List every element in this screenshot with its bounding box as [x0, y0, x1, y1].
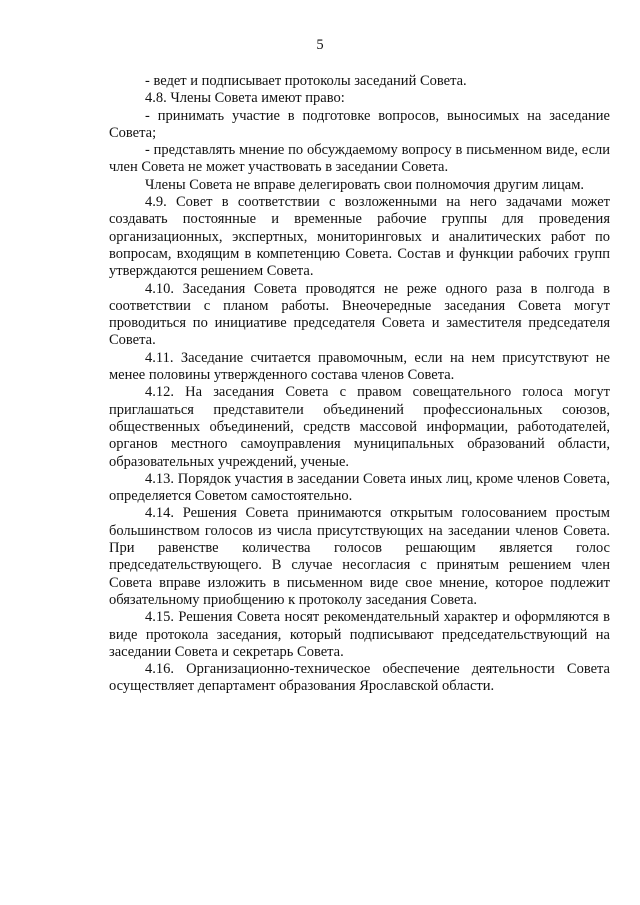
document-body	[109, 73, 610, 696]
paragraph-moderator-duty: - ведет и подписывает протоколы заседаний Совета.	[145, 73, 467, 89]
paragraph-4-11: 4.11. Заседание считается правомочным, если на нем присутствуют не менее половины утвержденного состава членов Совета.	[109, 349, 610, 384]
paragraph-4-16: 4.16. Организационно-техническое обеспечение деятельности Совета осуществляет департамент образования Ярославской области.	[109, 661, 610, 695]
paragraph-4-13: 4.13. Порядок участия в заседании Совета иных лиц, кроме членов Совета, определяется Советом самостоятельно.	[109, 470, 610, 505]
paragraph-4-15: 4.15. Решения Совета носят рекомендательный характер и оформляются в виде протокола заседания, который подписывают председательствующий на заседании Совета и секретарь Совета.	[109, 609, 610, 660]
paragraph-delegation: Члены Совета не вправе делегировать свои полномочия другим лицам.	[145, 176, 585, 193]
paragraph-4-9: 4.9. Совет в соответствии с возложенными на него задачами может создавать постоянные и временные рабочие группы для проведения организационных, экспертных, мониторинговых и аналитических работ по вопросам, входящим в компетенцию Совета. Состав и функции рабочих групп утверждаются решением Совета.	[109, 194, 610, 280]
paragraph-4-10: 4.10. Заседания Совета проводятся не реже одного раза в полгода в соответствии с планом работы. Внеочередные заседания Совета могут проводиться по инициативе председателя Совета и заместителя председателя Совета.	[109, 280, 610, 349]
paragraph-4-8-item-1: - принимать участие в подготовке вопросов, выносимых на заседание Совета;	[109, 107, 610, 141]
paragraph-4-12: 4.12. На заседания Совета с правом совещательного голоса могут приглашаться представители объединений профессиональных союзов, общественных объединений, средств массовой информации, работодателей, органов местного самоуправления муниципальных образований области, образовательных учреждений, ученые.	[109, 384, 610, 470]
paragraph-4-8-item-2: - представлять мнение по обсуждаемому вопросу в письменном виде, если член Совета не может участвовать в заседании Совета.	[109, 142, 610, 176]
paragraph-4-14: 4.14. Решения Совета принимаются открытым голосованием простым большинством голосов из числа присутствующих на заседании членов Совета. При равенстве количества голосов решающим является голос председательствующего. В случае несогласия с принятым решением член Совета вправе изложить в письменном виде свое мнение, которое подлежит обязательному приобщению к протоколу заседания Совета.	[109, 505, 610, 608]
page-number: 5	[316, 37, 324, 53]
paragraph-4-8: 4.8. Члены Совета имеют право:	[145, 90, 345, 107]
